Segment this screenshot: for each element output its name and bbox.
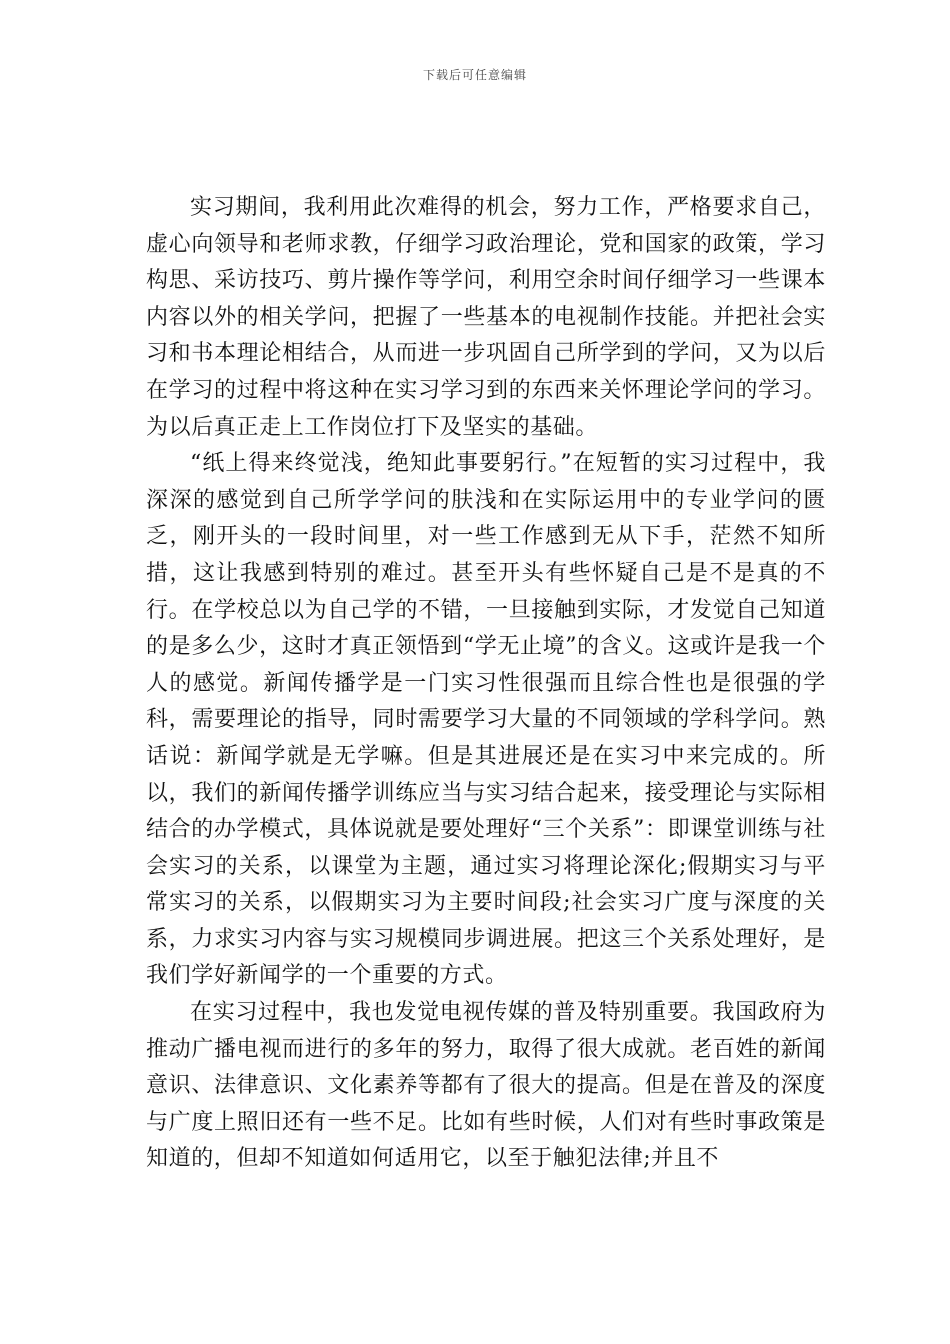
page-header-note: 下载后可任意编辑: [422, 68, 527, 82]
paragraph-1: 实习期间，我利用此次难得的机会，努力工作，严格要求自己，虚心向领导和老师求教，仔细学习政治理论，党和国家的政策，学习构思、采访技巧、剪片操作等学问，利用空余时间仔细学习一些课本内容以外的相关学问，把握了一些基本的电视制作技能。并把社会实习和书本理论相结合，从而进一步巩固自己所学到的学问，又为以后在学习的过程中将这种在实习学习到的东西来关怀理论学问的学习。为以后真正走上工作岗位打下及坚实的基础。: [146, 195, 826, 440]
paragraph-2: “纸上得来终觉浅，绝知此事要躬行。”在短暂的实习过程中，我深深的感觉到自己所学学问的肤浅和在实际运用中的专业学问的匮乏，刚开头的一段时间里，对一些工作感到无从下手，茫然不知所措，这让我感到特别的难过。甚至开头有些怀疑自己是不是真的不行。在学校总以为自己学的不错，一旦接触到实际，才发觉自己知道的是多么少，这时才真正领悟到“学无止境”的含义。这或许是我一个人的感觉。新闻传播学是一门实习性很强而且综合性也是很强的学科，需要理论的指导，同时需要学习大量的不同领域的学科学问。熟话说：新闻学就是无学嘛。但是其进展还是在实习中来完成的。所以，我们的新闻传播学训练应当与实习结合起来，接受理论与实际相结合的办学模式，具体说就是要处理好“三个关系”：即课堂训练与社会实习的关系，以课堂为主题，通过实习将理论深化;假期实习与平常实习的关系，以假期实习为主要时间段;社会实习广度与深度的关系，力求实习内容与实习规模同步调进展。把这三个关系处理好，是我们学好新闻学的一个重要的方式。: [146, 451, 826, 989]
paragraph-3: 在实习过程中，我也发觉电视传媒的普及特别重要。我国政府为推动广播电视而进行的多年的努力，取得了很大成就。老百姓的新闻意识、法律意识、文化素养等都有了很大的提高。但是在普及的深度与广度上照旧还有一些不足。比如有些时候，人们对有些时事政策是知道的，但却不知道如何适用它，以至于触犯法律;并且不: [146, 1000, 826, 1172]
document-body: [146, 190, 826, 1178]
